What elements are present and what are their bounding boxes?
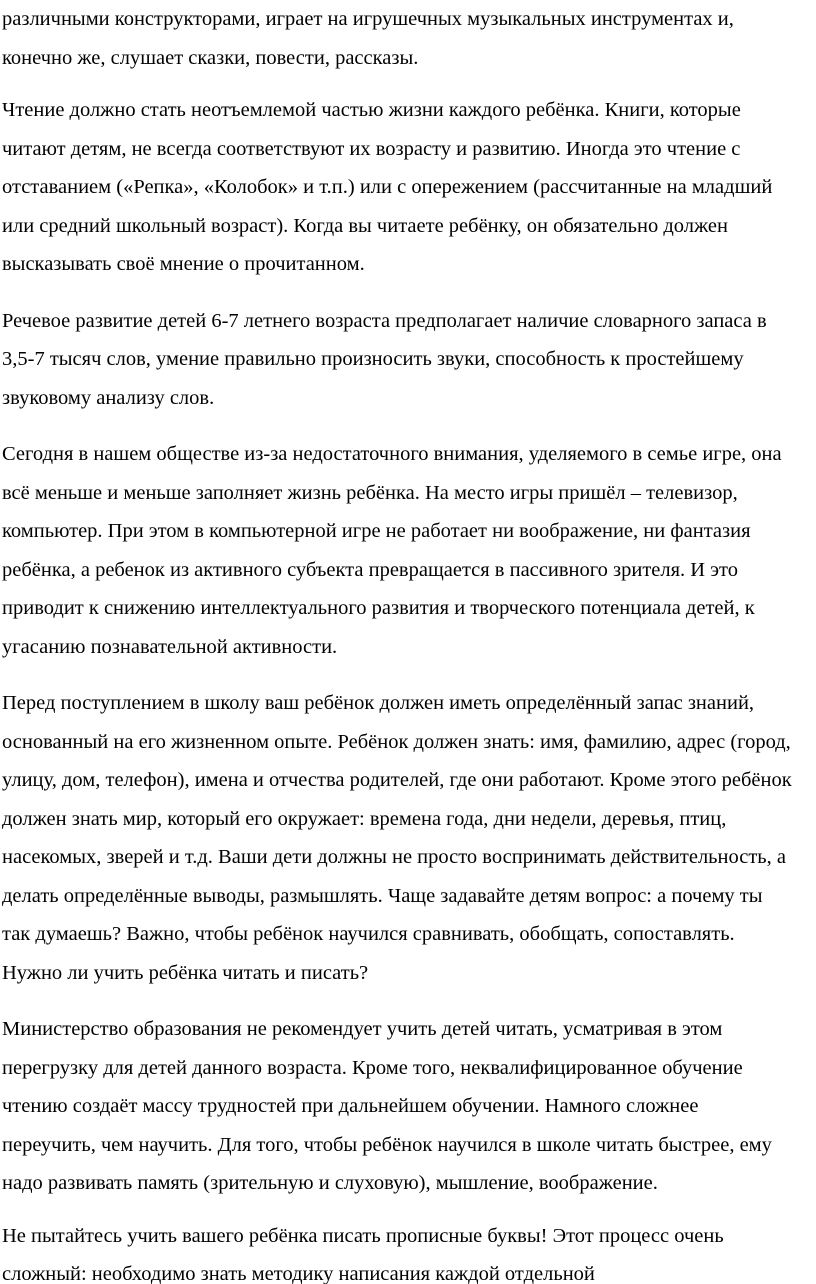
paragraph: Министерство образования не рекомендует учить детей читать, усматривая в этом перегрузку для детей данного возраста. Кроме того, неквалифицированное обучение чтению создаёт массу трудностей при дальнейшем обучении. Намного сложнее переучить, чем научить. Для того, чтобы ребёнок научился в школе читать быстрее, ему надо развивать память (зрительную и слуховую), мышление, воображение. <box>2 1018 778 1194</box>
paragraph: Речевое развитие детей 6-7 летнего возраста предполагает наличие словарного запаса в 3,5-7 тысяч слов, умение правильно произносить звуки, способность к простейшему звуковому анализу слов. <box>2 309 772 409</box>
paragraph: Чтение должно стать неотъемлемой частью жизни каждого ребёнка. Книги, которые читают детям, не всегда соответствуют их возрасту и развитию. Иногда это чтение с отставанием («Репка», «Колобок» и т.п.) или с опережением (рассчитанные на младший или средний школьный возраст). Когда вы читаете ребёнку, он обязательно должен высказывать своё мнение о прочитанном. <box>2 99 778 275</box>
paragraph: Сегодня в нашем обществе из-за недостаточного внимания, уделяемого в семье игре, она всё меньше и меньше заполняет жизнь ребёнка. На место игры пришёл – телевизор, компьютер. При этом в компьютерной игре не работает ни воображение, ни фантазия ребёнка, а ребенок из активного субъекта превращается в пассивного зрителя. И это приводит к снижению интеллектуального развития и творческого потенциала детей, к угасанию познавательной активности. <box>2 443 787 658</box>
paragraph: Перед поступлением в школу ваш ребёнок должен иметь определённый запас знаний, основанный на его жизненном опыте. Ребёнок должен знать: имя, фамилию, адрес (город, улицу, дом, телефон), имена и отчества родителей, где они работают. Кроме этого ребёнок должен знать мир, который его окружает: времена года, дни недели, деревья, птиц, насекомых, зверей и т.д. Ваши дети должны не просто воспринимать действительность, а делать определённые выводы, размышлять. Чаще задавайте детям вопрос: а почему ты так думаешь? Важно, чтобы ребёнок научился сравнивать, обобщать, сопоставлять. Нужно ли учить ребёнка читать и писать? <box>2 692 797 984</box>
paragraph: Не пытайтесь учить вашего ребёнка писать прописные буквы! Этот процесс очень сложный: необходимо знать методику написания каждой отдельной <box>2 1224 729 1284</box>
paragraph: различными конструкторами, играет на игрушечных музыкальных инструментах и, конечно же, слушает сказки, повести, рассказы. <box>2 8 740 69</box>
